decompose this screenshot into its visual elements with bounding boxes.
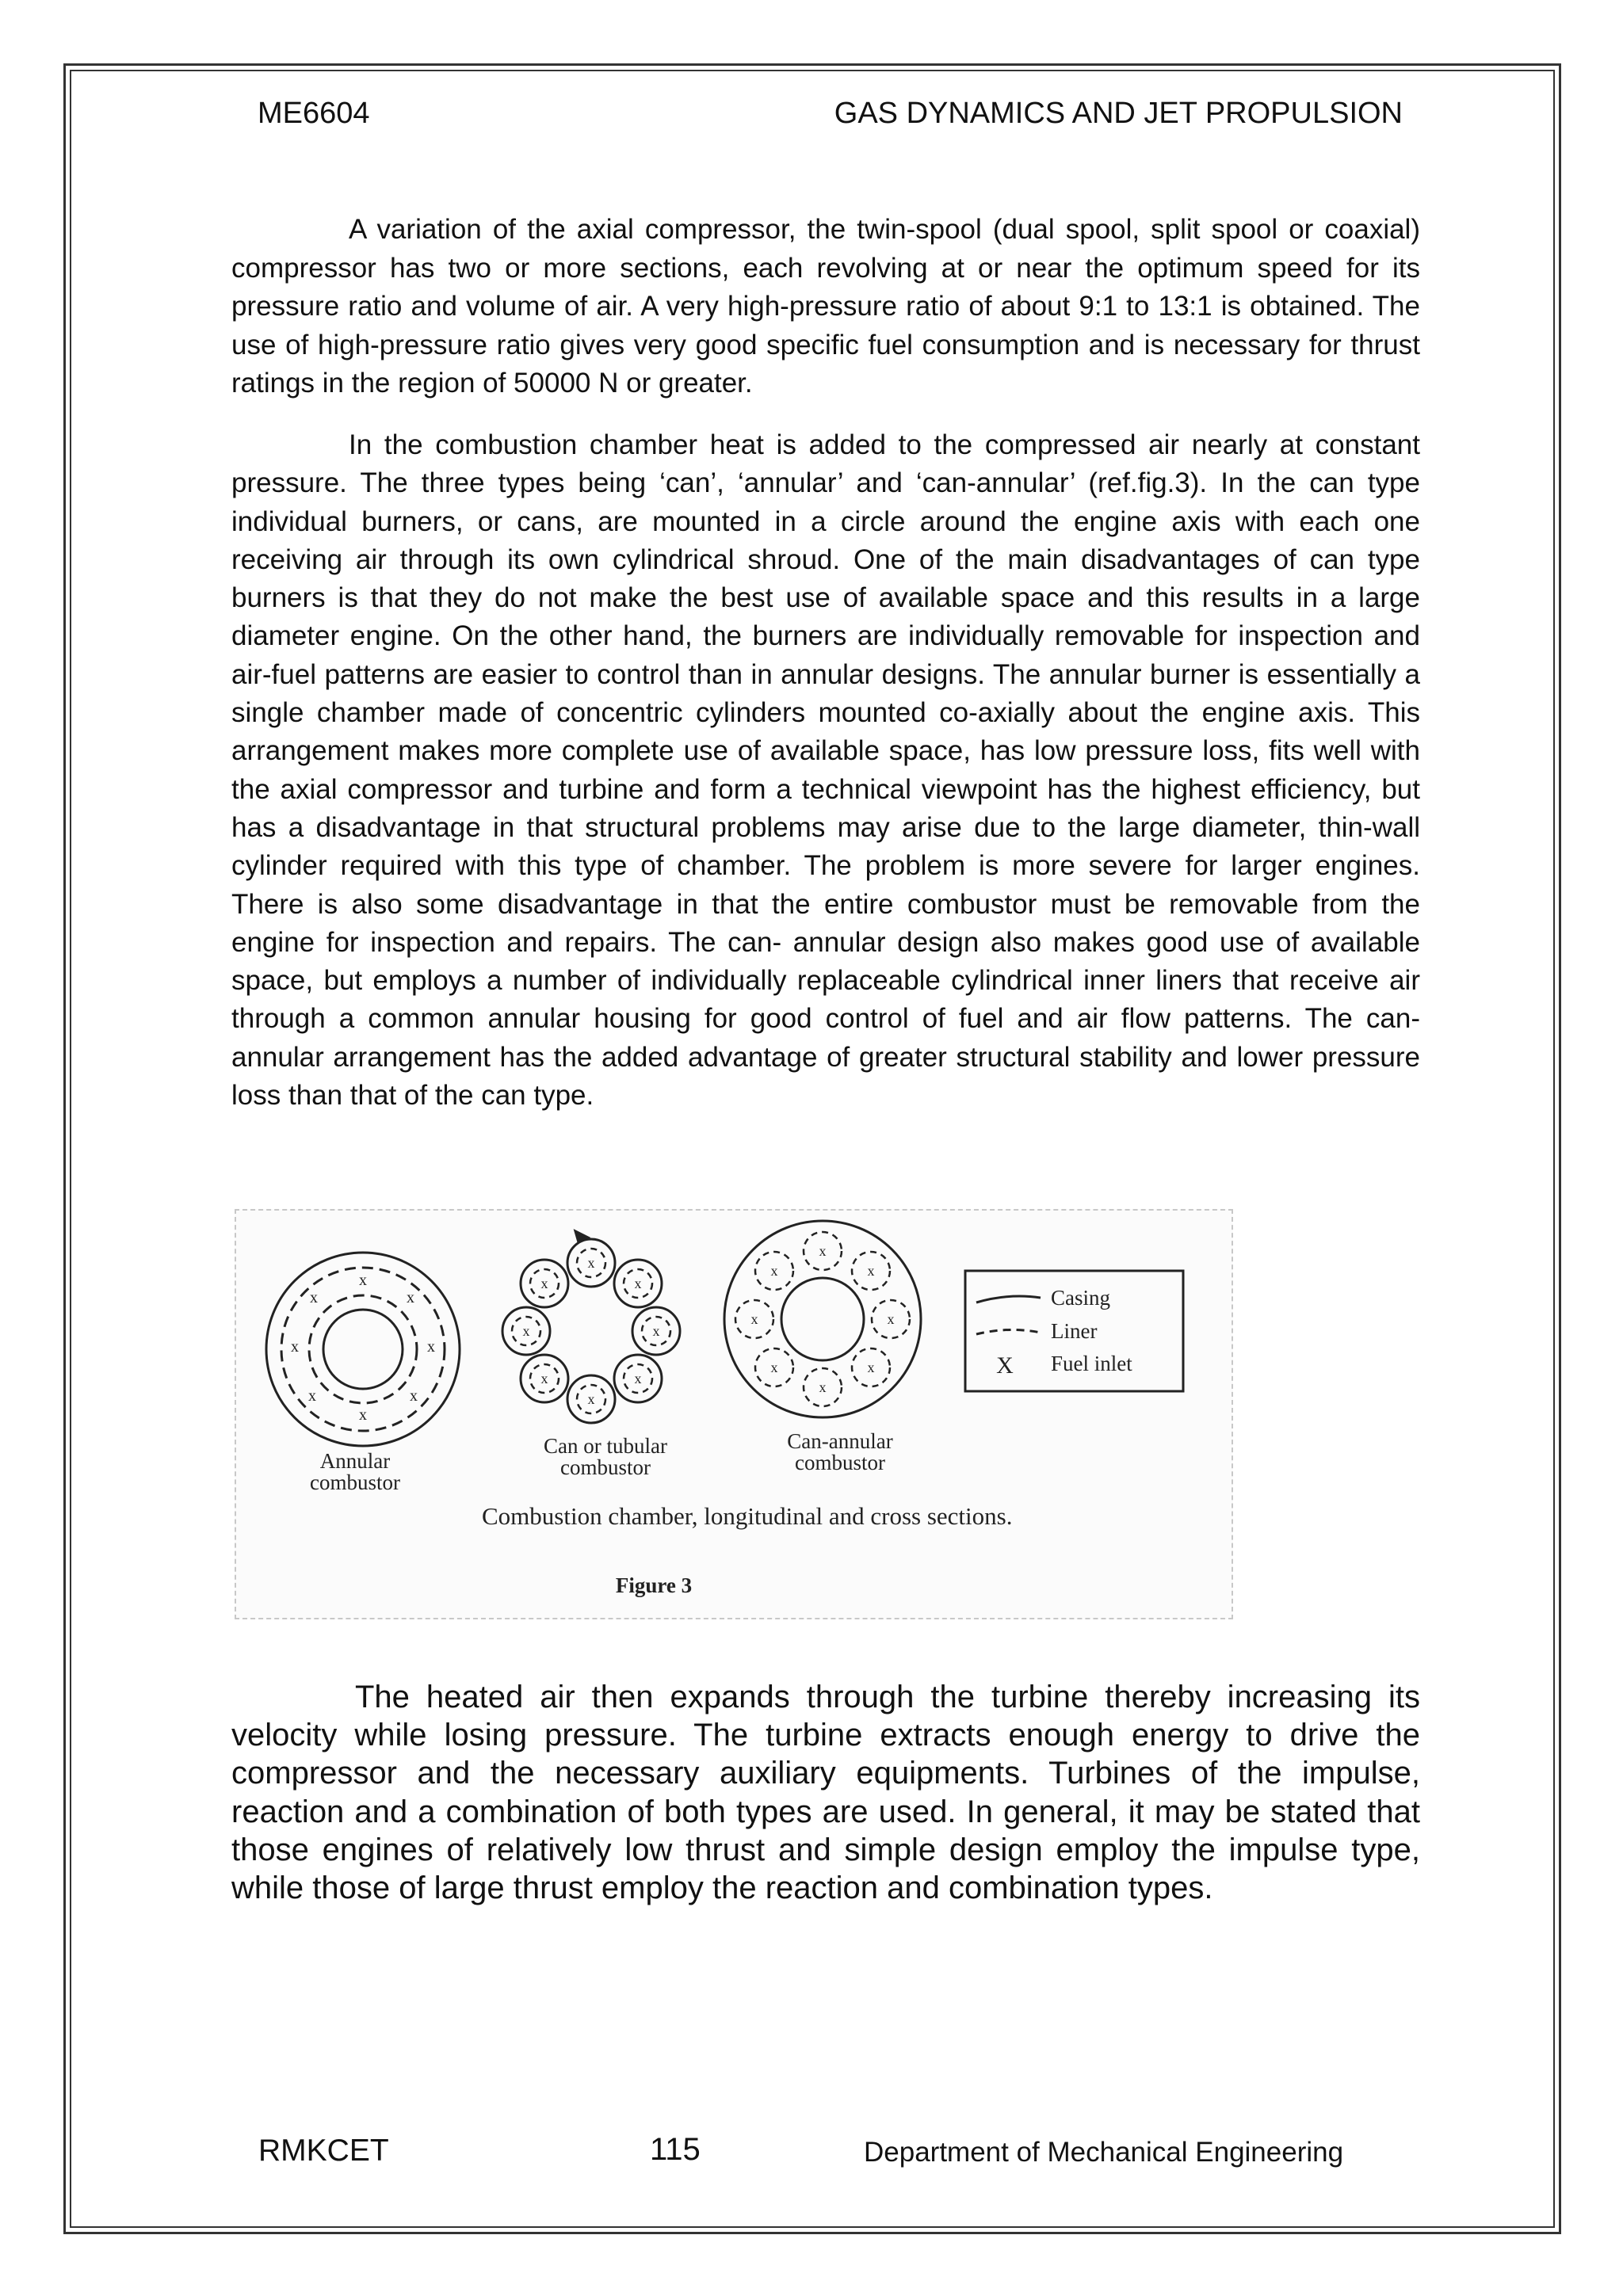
annular-fuel-mark: x — [407, 1289, 414, 1306]
annular-fuel-mark: x — [359, 1406, 367, 1424]
legend-fuel-inlet-label: Fuel inlet — [1051, 1352, 1132, 1375]
footer-institution: RMKCET — [258, 2134, 389, 2168]
paragraph-twin-spool-text: A variation of the axial compressor, the twin-spool (dual spool, split spool or coaxial) compressor has two or more sections, each revolving at or near the optimum speed for its pressure ratio and volume of air. A very high-pressure ratio of about 9:1 to 13:1 is obtained. The use of high-pressure ratio gives very good specific fuel consumption and is necessary for thrust ratings in the region of 50000 N or greater. — [231, 214, 1420, 399]
can-fuel-mark: x — [652, 1323, 660, 1339]
annular-fuel-mark: x — [359, 1272, 367, 1289]
legend-liner-label: Liner — [1051, 1319, 1098, 1343]
annular-fuel-mark: x — [291, 1338, 299, 1356]
can-fuel-mark: x — [634, 1371, 642, 1386]
can-fuel-mark: x — [634, 1276, 642, 1291]
can-annular-fuel-mark: x — [770, 1263, 778, 1279]
can-annular-label-line-2: combustor — [795, 1451, 885, 1474]
can-fuel-mark: x — [540, 1371, 548, 1386]
header-course-title: GAS DYNAMICS AND JET PROPULSION — [834, 97, 1403, 130]
can-fuel-mark: x — [587, 1391, 595, 1407]
annular-fuel-mark: x — [308, 1387, 316, 1405]
can-fuel-mark: x — [587, 1255, 595, 1271]
can-label-line-1: Can or tubular — [544, 1434, 667, 1458]
can-annular-fuel-mark: x — [770, 1360, 778, 1375]
legend-casing-line — [976, 1296, 1041, 1302]
can-annular-fuel-mark: x — [750, 1311, 758, 1327]
footer-department: Department of Mechanical Engineering — [864, 2137, 1344, 2168]
annular-label-line-2: combustor — [310, 1470, 400, 1494]
can-annular-label-line-1: Can-annular — [787, 1429, 893, 1453]
paragraph-turbine-text: The heated air then expands through the turbine thereby increasing its velocity while losing pressure. The turbine extracts enough energy to drive the compressor and the necessary auxiliary equipments. Turbines of the impulse, reaction and a combination of both types are used. In general, it may be stated that those engines of relatively low thrust and simple design employ the impulse type, while those of large thrust employ the reaction and combination types. — [231, 1680, 1420, 1906]
can-annular-inner-casing — [781, 1278, 864, 1360]
figure-caption: Combustion chamber, longitudinal and cross sections. — [482, 1502, 1013, 1530]
paragraph-combustion-chamber — [231, 426, 1420, 1115]
can-annular-fuel-mark: x — [819, 1379, 827, 1395]
legend-liner-line — [976, 1329, 1041, 1334]
can-fuel-mark: x — [522, 1323, 530, 1339]
can-annular-fuel-mark: x — [867, 1360, 875, 1375]
annular-fuel-mark: x — [427, 1338, 435, 1356]
figure-legend — [965, 1271, 1183, 1391]
annular-label-line-1: Annular — [319, 1449, 391, 1473]
legend-casing-label: Casing — [1051, 1286, 1111, 1310]
annular-inner-liner — [309, 1295, 417, 1403]
figure-combustion-chambers — [235, 1209, 1233, 1619]
annular-inner-casing — [323, 1310, 403, 1389]
figure-number-label: Figure 3 — [615, 1573, 693, 1597]
legend-fuel-inlet-symbol: X — [996, 1352, 1014, 1379]
header-course-code: ME6604 — [258, 97, 370, 130]
can-annular-fuel-mark: x — [887, 1311, 895, 1327]
can-annular-fuel-marks — [751, 1243, 895, 1395]
footer-page-number: 115 — [650, 2132, 701, 2167]
can-annular-fuel-mark: x — [819, 1243, 827, 1259]
can-annular-fuel-mark: x — [867, 1263, 875, 1279]
can-label-line-2: combustor — [560, 1455, 651, 1479]
paragraph-twin-spool — [231, 211, 1420, 403]
can-fuel-mark: x — [540, 1276, 548, 1291]
figure-diagram — [236, 1211, 1232, 1618]
paragraph-turbine — [231, 1678, 1420, 1907]
annular-fuel-mark: x — [310, 1289, 318, 1306]
paragraph-combustion-chamber-text: In the combustion chamber heat is added to the compressed air nearly at constant pressure. The three types being ‘can’, ‘annular’ and ‘can-annular’ (ref.fig.3). In the can type individual burners, or cans, are mounted in a circle around the engine axis with each one receiving air through its own cylindrical shroud. One of the main disadvantages of can type burners is that they do not make the best use of available space and this results in a large diameter engine. On the other hand, the burners are individually removable for inspection and air-fuel patterns are easier to control than in annular designs. The annular burner is essentially a single chamber made of concentric cylinders mounted co-axially about the engine axis. This arrangement makes more complete use of available space, has low pressure loss, fits well with the axial compressor and turbine and form a technical viewpoint has the highest efficiency, but has a disadvantage in that structural problems may arise due to the large diameter, thin-wall cylinder required with this type of chamber. The problem is more severe for larger engines. There is also some disadvantage in that the entire combustor must be removable from the engine for inspection and repairs. The can- annular design also makes good use of available space, but employs a number of individually replaceable cylindrical inner liners that receive air through a common annular housing for good control of fuel and air flow patterns. The can-annular arrangement has the added advantage of greater structural stability and lower pressure loss than that of the can type. — [231, 429, 1420, 1112]
annular-fuel-mark: x — [410, 1387, 418, 1405]
